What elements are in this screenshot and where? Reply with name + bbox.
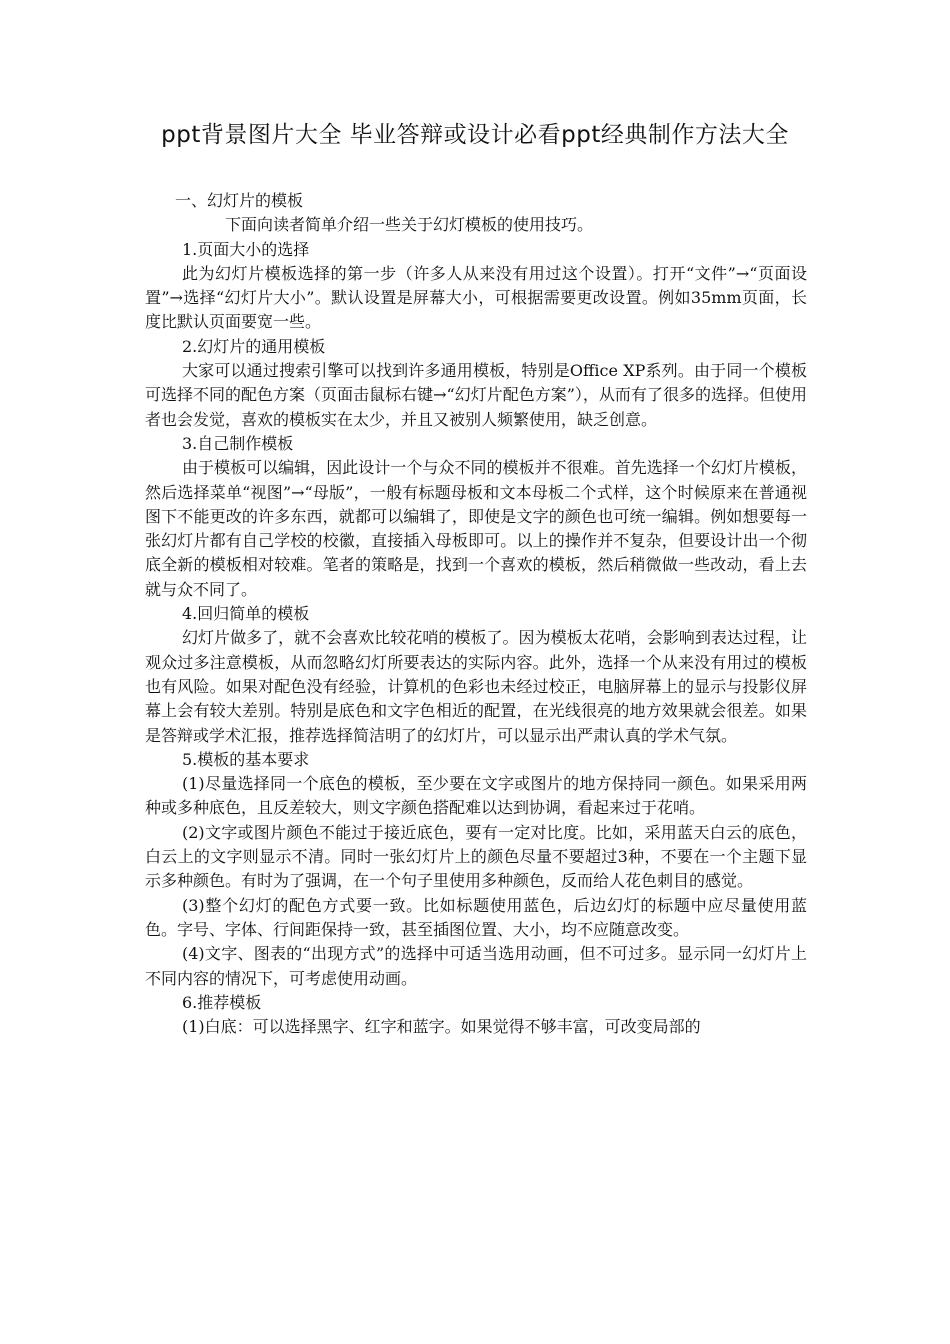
paragraph-recommended-1: (1)白底：可以选择黑字、红字和蓝字。如果觉得不够丰富，可改变局部的: [182, 1017, 701, 1037]
paragraph-simple-templates: 幻灯片做多了，就不会喜欢比较花哨的模板了。因为模板太花哨，会影响到表达过程，让观众过多注意模板，从而忽略幻灯所要表达的实际内容。此外，选择一个从来没有用过的模板也有风险。如果对配色没有经验，计算机的色彩也未经过校正，电脑屏幕上的显示与投影仪屏幕上会有较大差别。特别是底色和文字色相近的配置，在光线很亮的地方效果就会很差。如果是答辩或学术汇报，推荐选择简洁明了的幻灯片，可以显示出严肃认真的学术气氛。: [145, 628, 807, 745]
subheading-simple-templates: 4.回归简单的模板: [182, 604, 310, 624]
paragraph-page-size: 此为幻灯片模板选择的第一步（许多人从来没有用过这个设置）。打开“文件”→“页面设置”→选择“幻灯片大小”。默认设置是屏幕大小，可根据需要更改设置。例如35mm页面，长度比默认页面要宽一些。: [145, 263, 807, 332]
paragraph-requirement-2: (2)文字或图片颜色不能过于接近底色，要有一定对比度。比如，采用蓝天白云的底色，白云上的文字则显示不清。同时一张幻灯片上的颜色尽量不要超过3种，不要在一个主题下显示多种颜色。有时为了强调，在一个句子里使用多种颜色，反而给人花色刺目的感觉。: [145, 822, 807, 891]
paragraph-requirement-3: (3)整个幻灯的配色方式要一致。比如标题使用蓝色，后边幻灯的标题中应尽量使用蓝色。字号、字体、行间距保持一致，甚至插图位置、大小，均不应随意改变。: [145, 895, 807, 939]
intro-paragraph: 下面向读者简单介绍一些关于幻灯模板的使用技巧。: [225, 215, 594, 235]
document-title: ppt背景图片大全 毕业答辩或设计必看ppt经典制作方法大全: [161, 122, 789, 148]
paragraph-generic-templates: 大家可以通过搜索引擎可以找到许多通用模板，特别是Office XP系列。由于同一个模板可选择不同的配色方案（页面击鼠标右键→“幻灯片配色方案”），从而有了很多的选择。但使用者也会发觉，喜欢的模板实在太少，并且又被别人频繁使用，缺乏创意。: [145, 361, 807, 429]
subheading-basic-requirements: 5.模板的基本要求: [182, 749, 310, 769]
document-body: [145, 189, 807, 1039]
paragraph-requirement-1: (1)尽量选择同一个底色的模板，至少要在文字或图片的地方保持同一颜色。如果采用两种或多种底色，且反差较大，则文字颜色搭配难以达到协调，看起来过于花哨。: [145, 774, 807, 818]
subheading-generic-templates: 2.幻灯片的通用模板: [182, 336, 326, 356]
subheading-custom-templates: 3.自己制作模板: [182, 433, 294, 453]
paragraph-requirement-4: (4)文字、图表的“出现方式”的选择中可适当选用动画，但不可过多。显示同一幻灯片上不同内容的情况下，可考虑使用动画。: [145, 944, 807, 988]
subheading-recommended-templates: 6.推荐模板: [182, 992, 262, 1012]
section-heading: 一、幻灯片的模板: [175, 191, 304, 210]
subheading-page-size: 1.页面大小的选择: [182, 239, 310, 259]
paragraph-custom-templates: 由于模板可以编辑，因此设计一个与众不同的模板并不很难。首先选择一个幻灯片模板，然后选择菜单“视图”→“母版”，一般有标题母板和文本母板二个式样，这个时候原来在普通视图下不能更改的许多东西，就都可以编辑了，即使是文字的颜色也可统一编辑。例如想要每一张幻灯片都有自己学校的校徽，直接插入母板即可。以上的操作并不复杂，但要设计出一个彻底全新的模板相对较难。笔者的策略是，找到一个喜欢的模板，然后稍微做一些改动，看上去就与众不同了。: [145, 458, 807, 599]
